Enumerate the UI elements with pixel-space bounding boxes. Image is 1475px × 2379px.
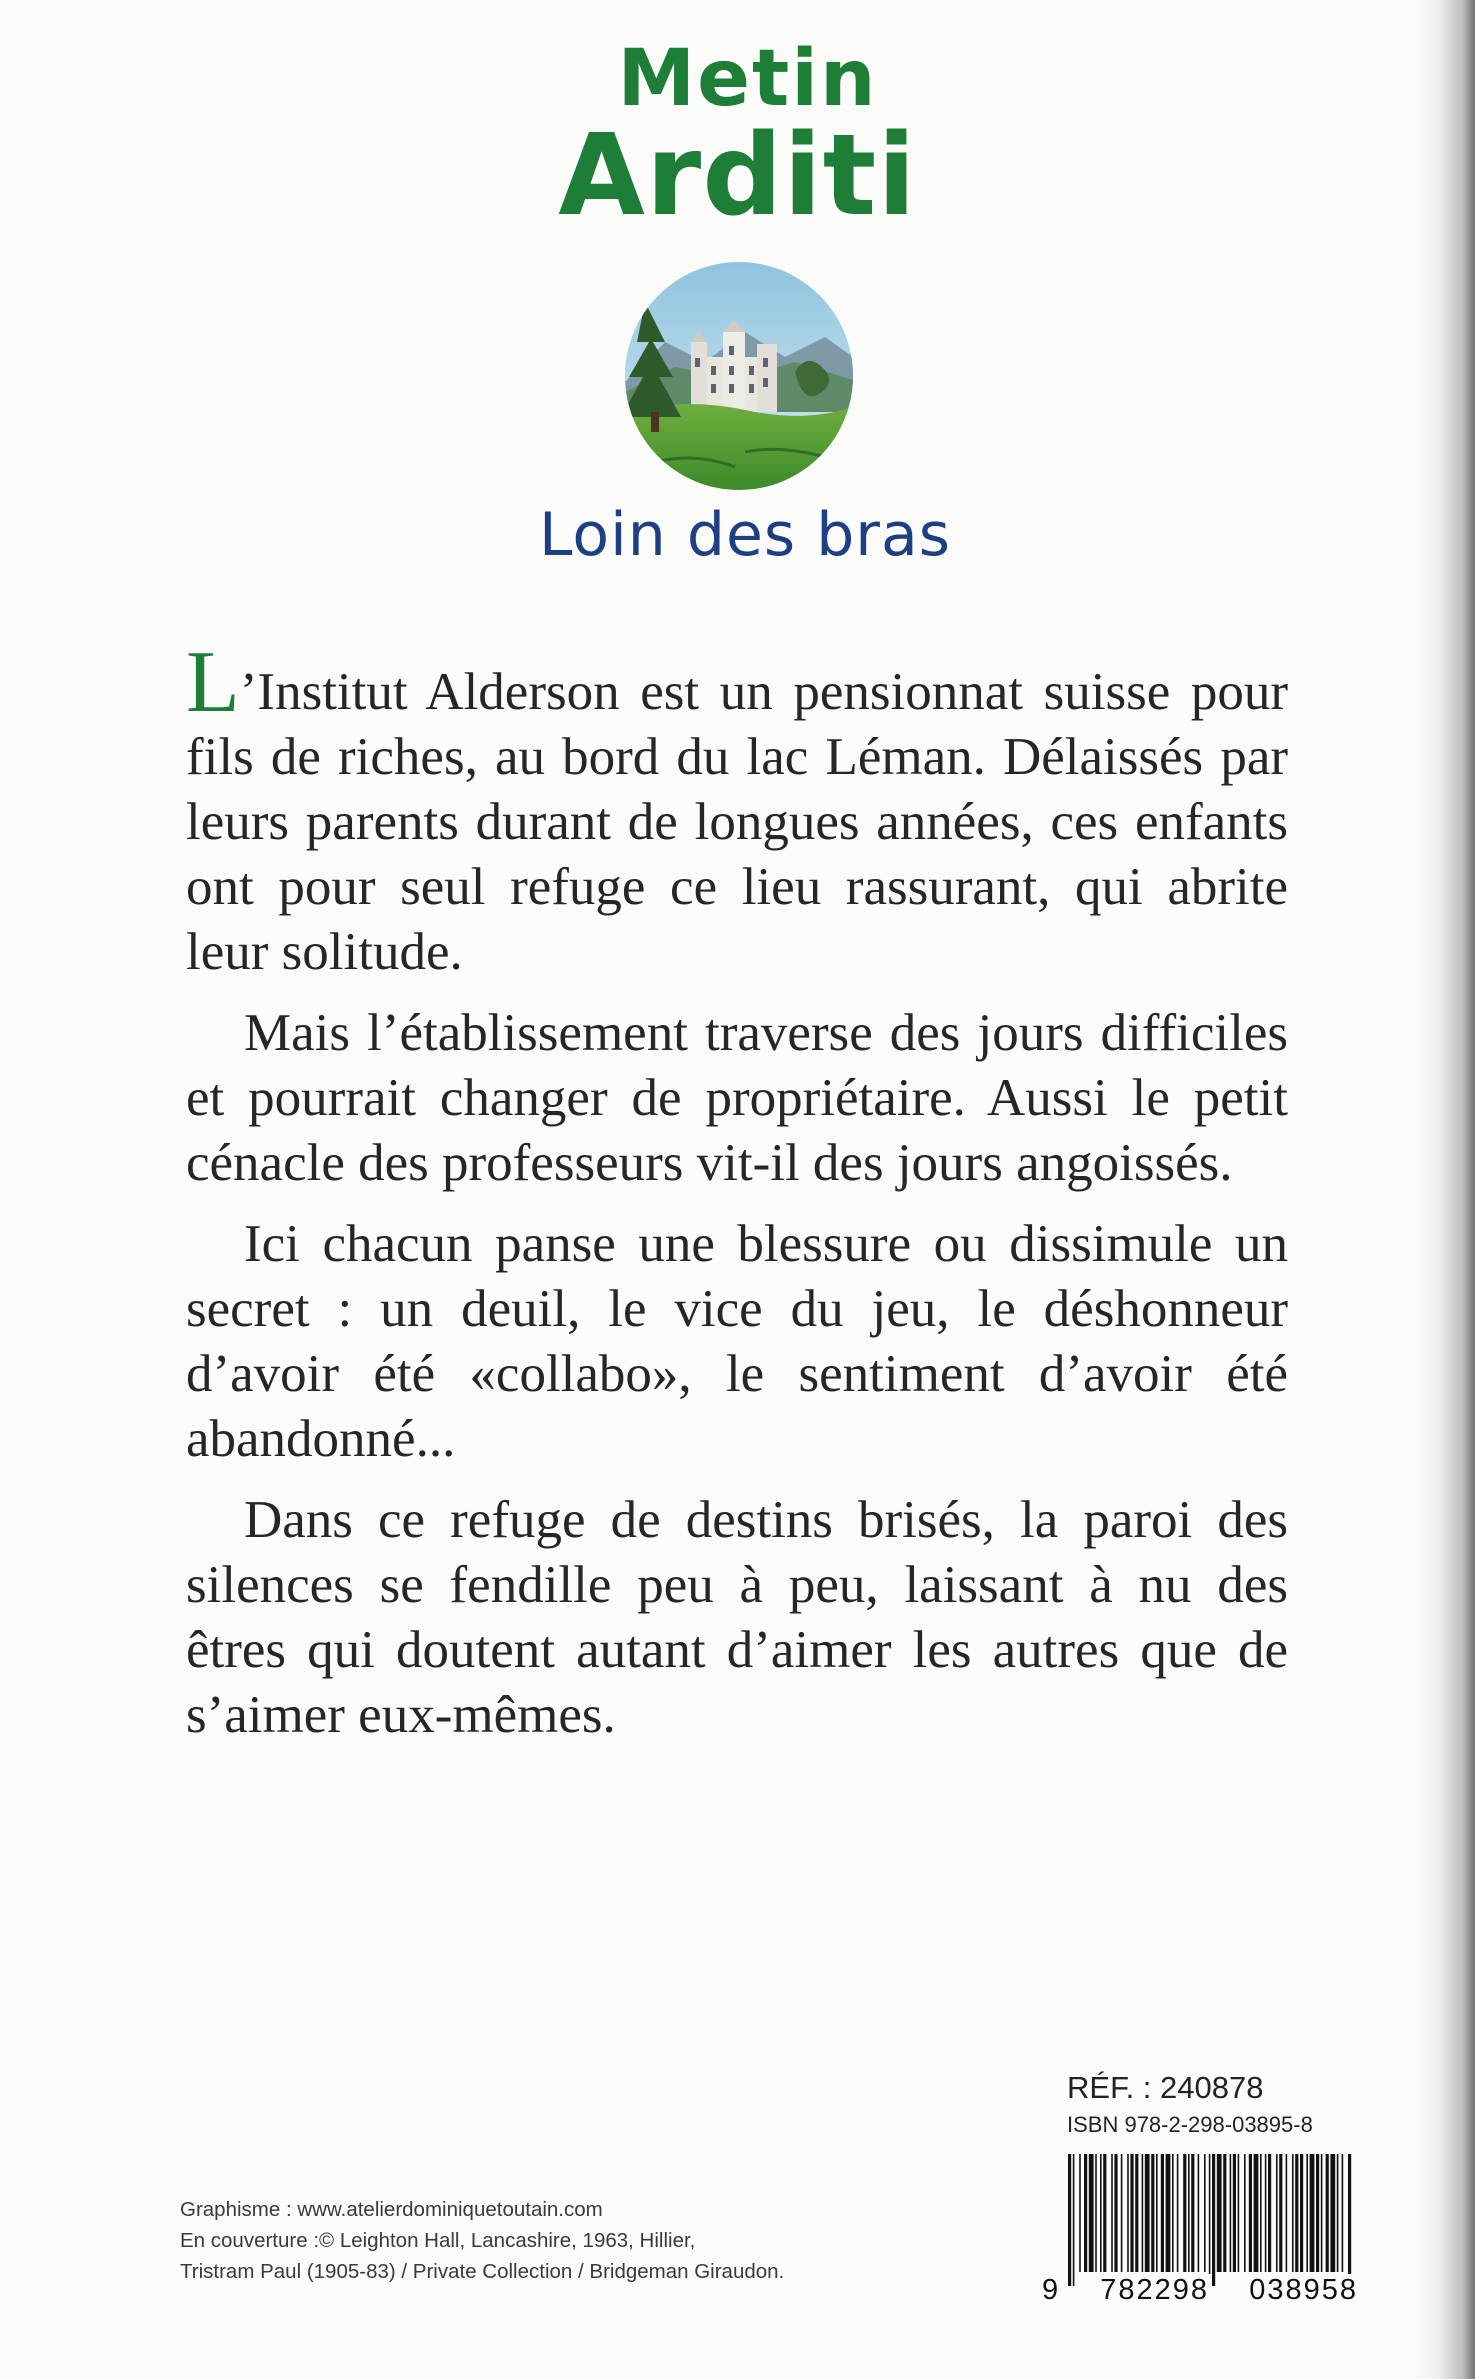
barcode-group-left: 782298	[1100, 2274, 1210, 2306]
isbn-number: ISBN 978-2-298-03895-8	[1067, 2112, 1313, 2137]
blurb-paragraph-4: Dans ce refuge de destins brisés, la paroi des silences se fendille peu à peu, laissant à nu des êtres qui doutent autant d’aimer les autres que de s’aimer eux-mêmes.	[186, 1491, 1288, 1744]
chateau-landscape-icon	[625, 262, 853, 490]
credit-graphics: Graphisme : www.atelierdominiquetoutain.com	[180, 2198, 603, 2221]
author-first-name: Metin	[617, 34, 878, 124]
credit-collection: Tristram Paul (1905-83) / Private Collection / Bridgeman Giraudon.	[180, 2260, 785, 2283]
barcode-group-right: 038958	[1249, 2274, 1358, 2306]
book-title: Loin des bras	[539, 500, 951, 570]
reference-number: RÉF. : 240878	[1067, 2070, 1264, 2105]
spine-shadow	[1415, 0, 1475, 2379]
blurb-text	[186, 634, 1288, 1764]
blurb-paragraph-2: Mais l’établissement traverse des jours difficiles et pourrait changer de propriétaire. Aussi le petit cénacle des professeurs vit-il des jours angoissés.	[186, 1004, 1288, 1192]
blurb-paragraph-1-text: ’Institut Alderson est un pensionnat suisse pour fils de riches, au bord du lac Léman. Délaissés par leurs parents durant de longues années, ces enfants ont pour seul refuge ce lieu rassurant, qui abrite leur solitude.	[186, 663, 1288, 981]
blurb-paragraph-3: Ici chacun panse une blessure ou dissimule un secret : un deuil, le vice du jeu, le déshonneur d’avoir été «collabo», le sentiment d’avoir été abandonné...	[186, 1215, 1288, 1468]
drop-cap: L	[186, 634, 240, 731]
barcode-first-digit: 9	[1042, 2274, 1061, 2306]
author-last-name: Arditi	[558, 111, 917, 241]
barcode-icon	[1040, 2150, 1360, 2335]
blurb-paragraph-1	[186, 634, 1288, 985]
barcode-digits	[1040, 2274, 1360, 2307]
cover-credits	[180, 2194, 980, 2287]
credit-cover-art: En couverture :© Leighton Hall, Lancashire, 1963, Hillier,	[180, 2229, 696, 2252]
